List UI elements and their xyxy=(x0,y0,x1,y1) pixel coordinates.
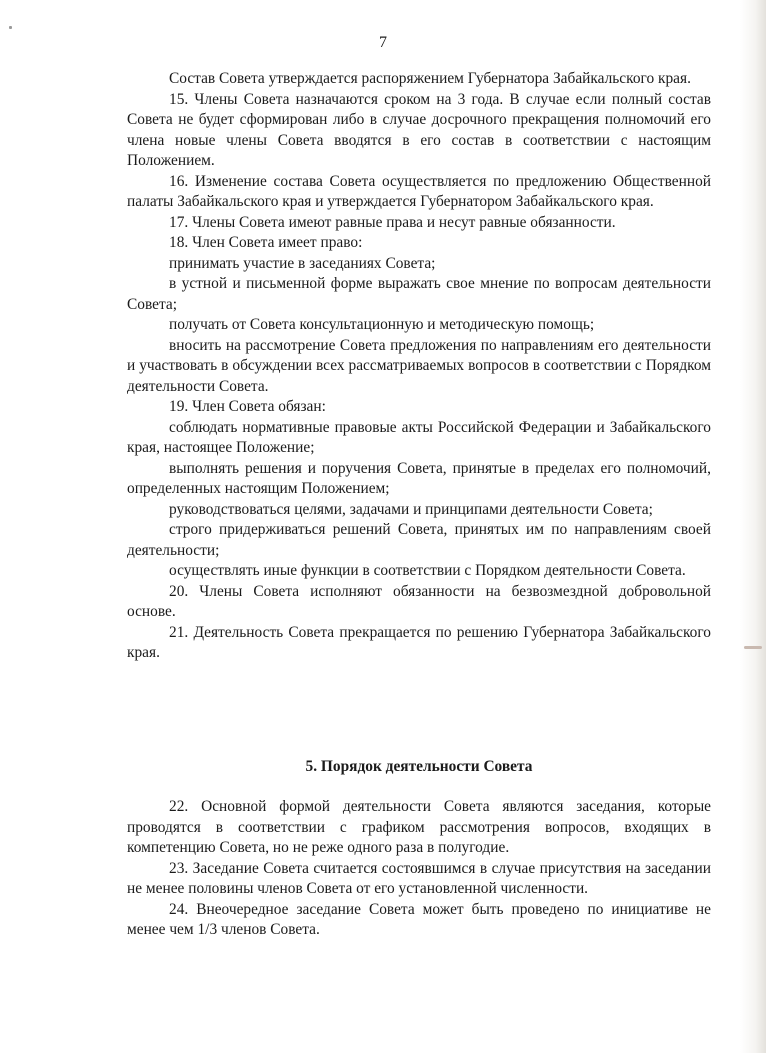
paragraph: 15. Члены Совета назначаются сроком на 3 года. В случае если полный состав Совета не будет сформирован либо в случае досрочного прекращения полномочий его члена новые члены Совета вводятся в его состав в соответствии с настоящим Положением. xyxy=(127,90,711,169)
section-heading: 5. Порядок деятельности Совета xyxy=(305,758,533,775)
paragraph: 19. Член Совета обязан: xyxy=(169,398,326,415)
paragraph: 20. Члены Совета исполняют обязанности на безвозмездной добровольной основе. xyxy=(127,582,711,620)
scan-edge-shadow xyxy=(740,0,766,1053)
list-item: получать от Совета консультационную и методическую помощь; xyxy=(169,316,595,333)
paragraph: 18. Член Совета имеет право: xyxy=(169,234,363,251)
list-item: выполнять решения и поручения Совета, принятые в пределах его полномочий, определенных настоящим Положением; xyxy=(127,459,711,497)
list-item: осуществлять иные функции в соответствии с Порядком деятельности Совета. xyxy=(169,562,686,579)
list-item: соблюдать нормативные правовые акты Российской Федерации и Забайкальского края, настоящее Положение; xyxy=(127,418,711,456)
list-item: вносить на рассмотрение Совета предложения по направлениям его деятельности и участвовать в обсуждении всех рассматриваемых вопросов в соответствии с Порядком деятельности Совета. xyxy=(127,336,711,395)
paragraph: 16. Изменение состава Совета осуществляется по предложению Общественной палаты Забайкальского края и утверждается Губернатором Забайкальского края. xyxy=(127,172,711,210)
paragraph: 22. Основной формой деятельности Совета являются заседания, которые проводятся в соответствии с графиком рассмотрения вопросов, входящих в компетенцию Совета, но не реже одного раза в полугодие. xyxy=(127,798,711,856)
document-body-part-1 xyxy=(127,69,711,664)
paragraph: 24. Внеочередное заседание Совета может быть проведено по инициативе не менее чем 1/3 членов Совета. xyxy=(127,900,711,938)
paragraph: 23. Заседание Совета считается состоявшимся в случае присутствия на заседании не менее половины членов Совета от его установленной численности. xyxy=(127,859,711,897)
document-body-part-2 xyxy=(127,797,711,941)
list-item: в устной и письменной форме выражать свое мнение по вопросам деятельности Совета; xyxy=(127,275,711,313)
list-item: руководствоваться целями, задачами и принципами деятельности Совета; xyxy=(169,500,653,518)
list-item: строго придерживаться решений Совета, принятых им по направлениям своей деятельности; xyxy=(127,521,711,559)
paragraph: 17. Члены Совета имеют равные права и несут равные обязанности. xyxy=(169,213,616,231)
paragraph: 21. Деятельность Совета прекращается по решению Губернатора Забайкальского края. xyxy=(127,623,711,661)
list-item: принимать участие в заседаниях Совета; xyxy=(169,254,436,272)
page-number: 7 xyxy=(379,34,387,51)
scan-mark xyxy=(744,646,762,649)
paragraph: Состав Совета утверждается распоряжением Губернатора Забайкальского края. xyxy=(169,70,691,87)
scan-speck xyxy=(9,26,12,29)
